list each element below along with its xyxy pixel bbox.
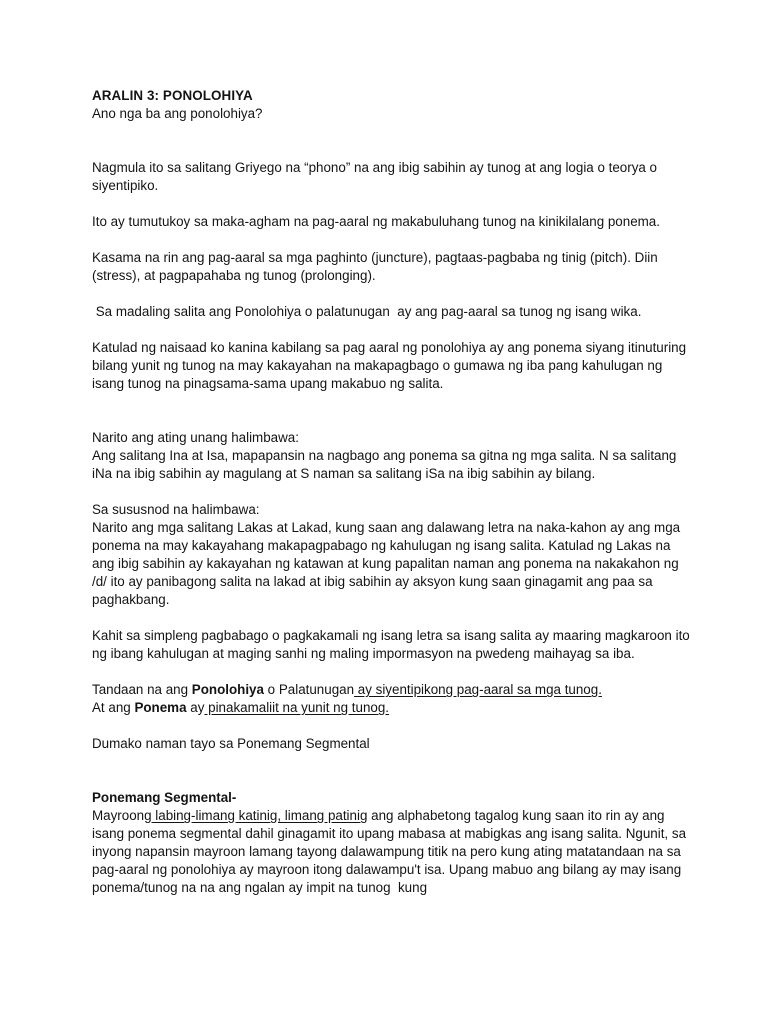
paragraph-summary: Sa madaling salita ang Ponolohiya o palatunugan ay ang pag-aaral sa tunog ng isang wika.	[92, 304, 642, 319]
paragraph-warning: Kahit sa simpleng pagbabago o pagkakamali ng isang letra sa isang salita ay maaring magkaroon ito ng ibang kahulugan at maging sanhi ng maling impormasyon na pwedeng maihayag sa iba.	[92, 628, 690, 661]
definition-ponema: At ang Ponema ay pinakamaliit na yunit ng tunog.	[92, 700, 390, 715]
paragraph-definition: Ito ay tumutukoy sa maka-agham na pag-aaral ng makabuluhang tunog na kinikilalang ponema.	[92, 214, 660, 229]
spacer	[92, 321, 692, 339]
spacer	[92, 717, 692, 735]
spacer	[92, 393, 692, 429]
example1-heading: Narito ang ating unang halimbawa:	[92, 430, 299, 445]
spacer	[92, 231, 692, 249]
section-heading-segmental: Ponemang Segmental-	[92, 790, 237, 805]
spacer	[92, 483, 692, 501]
document-body	[92, 87, 692, 897]
paragraph-origin: Nagmula ito sa salitang Griyego na “phono” na ang ibig sabihin ay tunog at ang logia o teorya o siyentipiko.	[92, 160, 658, 193]
paragraph-ponema: Katulad ng naisaad ko kanina kabilang sa pag aaral ng ponolohiya ay ang ponema siyang itinuturing bilang yunit ng tunog na may kakayahan na makapagbago o gumawa ng iba pang kahulugan ng isang tunog na pinagsama-sama upang makabuo ng salita.	[92, 340, 687, 391]
lesson-title: ARALIN 3: PONOLOHIYA	[92, 88, 253, 103]
example2-heading: Sa sususnod na halimbawa:	[92, 502, 260, 517]
spacer	[92, 285, 692, 303]
spacer	[92, 663, 692, 681]
lesson-subtitle: Ano nga ba ang ponolohiya?	[92, 106, 263, 121]
spacer	[92, 753, 692, 789]
spacer	[92, 195, 692, 213]
example2-body: Narito ang mga salitang Lakas at Lakad, kung saan ang dalawang letra na naka-kahon ay ang mga ponema na may kakayahang makapagpabago ng kahulugan ng isang salita. Katulad ng Lakas na ang ibig sabihin ay kakayahan ng katawan at kung papalitan naman ang ponema na nakakahon ng /d/ ito ay panibagong salita na lakad at ibig sabihin ay aksyon kung saan ginagamit ang paa sa paghakbang.	[92, 520, 681, 607]
definition-ponolohiya: Tandaan na ang Ponolohiya o Palatunugan ay siyentipikong pag-aaral sa mga tunog.	[92, 682, 602, 697]
paragraph-transition: Dumako naman tayo sa Ponemang Segmental	[92, 736, 370, 751]
example1-body: Ang salitang Ina at Isa, mapapansin na nagbago ang ponema sa gitna ng mga salita. N sa salitang iNa na ibig sabihin ay magulang at S naman sa salitang iSa na ibig sabihin ay bilang.	[92, 448, 677, 481]
paragraph-segmental: Mayroong labing-limang katinig, limang patinig ang alphabetong tagalog kung saan ito rin ay ang isang ponema segmental dahil ginagamit ito upang mabasa at mabigkas ang isang salita. Ngunit, sa inyong napansin mayroon lamang tayong dalawampung titik na pero kung ating matatandaan na sa pag-aaral ng ponolohiya ay mayroon itong dalawampu't isa. Upang mabuo ang bilang ay may isang ponema/tunog na na ang ngalan ay impit na tunog kung	[92, 808, 690, 895]
spacer	[92, 123, 692, 159]
paragraph-scope: Kasama na rin ang pag-aaral sa mga paghinto (juncture), pagtaas-pagbaba ng tinig (pitch). Diin (stress), at pagpapahaba ng tunog (prolonging).	[92, 250, 658, 283]
spacer	[92, 609, 692, 627]
